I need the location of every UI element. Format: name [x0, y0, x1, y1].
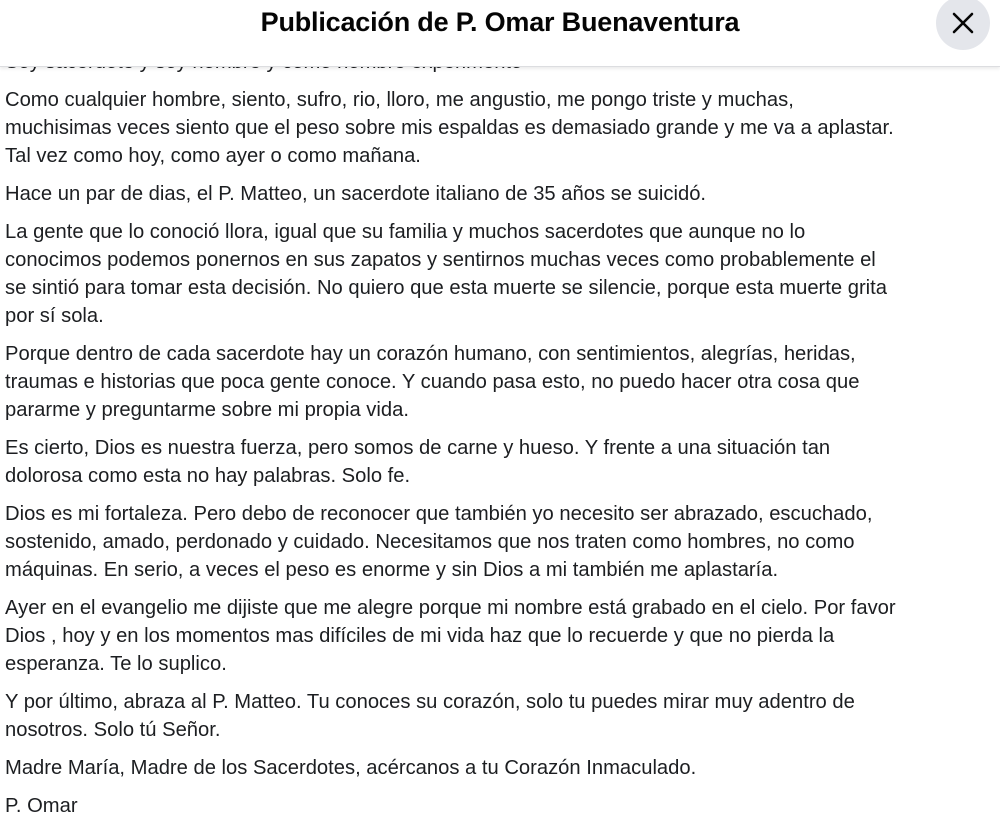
post-content-scroll-area[interactable] [0, 48, 1000, 825]
post-paragraph: Es cierto, Dios es nuestra fuerza, pero somos de carne y hueso. Y frente a una situación tan dolorosa como esta no hay palabras. Solo fe. [5, 437, 831, 487]
post-dialog-header [0, 0, 1000, 67]
post-paragraph: Madre María, Madre de los Sacerdotes, acércanos a tu Corazón Inmaculado. [5, 757, 697, 779]
post-paragraph: Hace un par de dias, el P. Matteo, un sacerdote italiano de 35 años se suicidó. [5, 183, 707, 205]
post-paragraph: Como cualquier hombre, siento, sufro, rio, lloro, me angustio, me pongo triste y muchas, muchisimas veces siento que el peso sobre mis espaldas es demasiado grande y me va a aplastar. Tal vez como hoy, como ayer o como mañana. [5, 89, 894, 167]
post-paragraph: Porque dentro de cada sacerdote hay un corazón humano, con sentimientos, alegrías, heridas, traumas e historias que poca gente conoce. Y cuando pasa esto, no puedo hacer otra cosa que pararme y preguntarme sobre mi propia vida. [5, 343, 860, 421]
close-button[interactable] [936, 0, 990, 50]
post-signature: P. Omar [5, 795, 78, 817]
post-body [5, 48, 999, 825]
close-icon [951, 11, 975, 35]
post-paragraph: Y por último, abraza al P. Matteo. Tu conoces su corazón, solo tu puedes mirar muy adentro de nosotros. Solo tú Señor. [5, 691, 855, 741]
post-paragraph: Ayer en el evangelio me dijiste que me alegre porque mi nombre está grabado en el cielo. Por favor Dios , hoy y en los momentos mas difíciles de mi vida haz que lo recuerde y que no pierda la esperanza. Te lo suplico. [5, 597, 896, 675]
post-paragraph: La gente que lo conoció llora, igual que su familia y muchos sacerdotes que aunque no lo conocimos podemos ponernos en sus zapatos y sentirnos muchas veces como probablemente el se sintió para tomar esta decisión. No quiero que esta muerte se silencie, porque esta muerte grita por sí sola. [5, 221, 887, 327]
post-paragraph: Dios es mi fortaleza. Pero debo de reconocer que también yo necesito ser abrazado, escuchado, sostenido, amado, perdonado y cuidado. Necesitamos que nos traten como hombres, no como máquinas. En serio, a veces el peso es enorme y sin Dios a mi también me aplastaría. [5, 503, 873, 581]
dialog-title: Publicación de P. Omar Buenaventura [260, 7, 740, 37]
